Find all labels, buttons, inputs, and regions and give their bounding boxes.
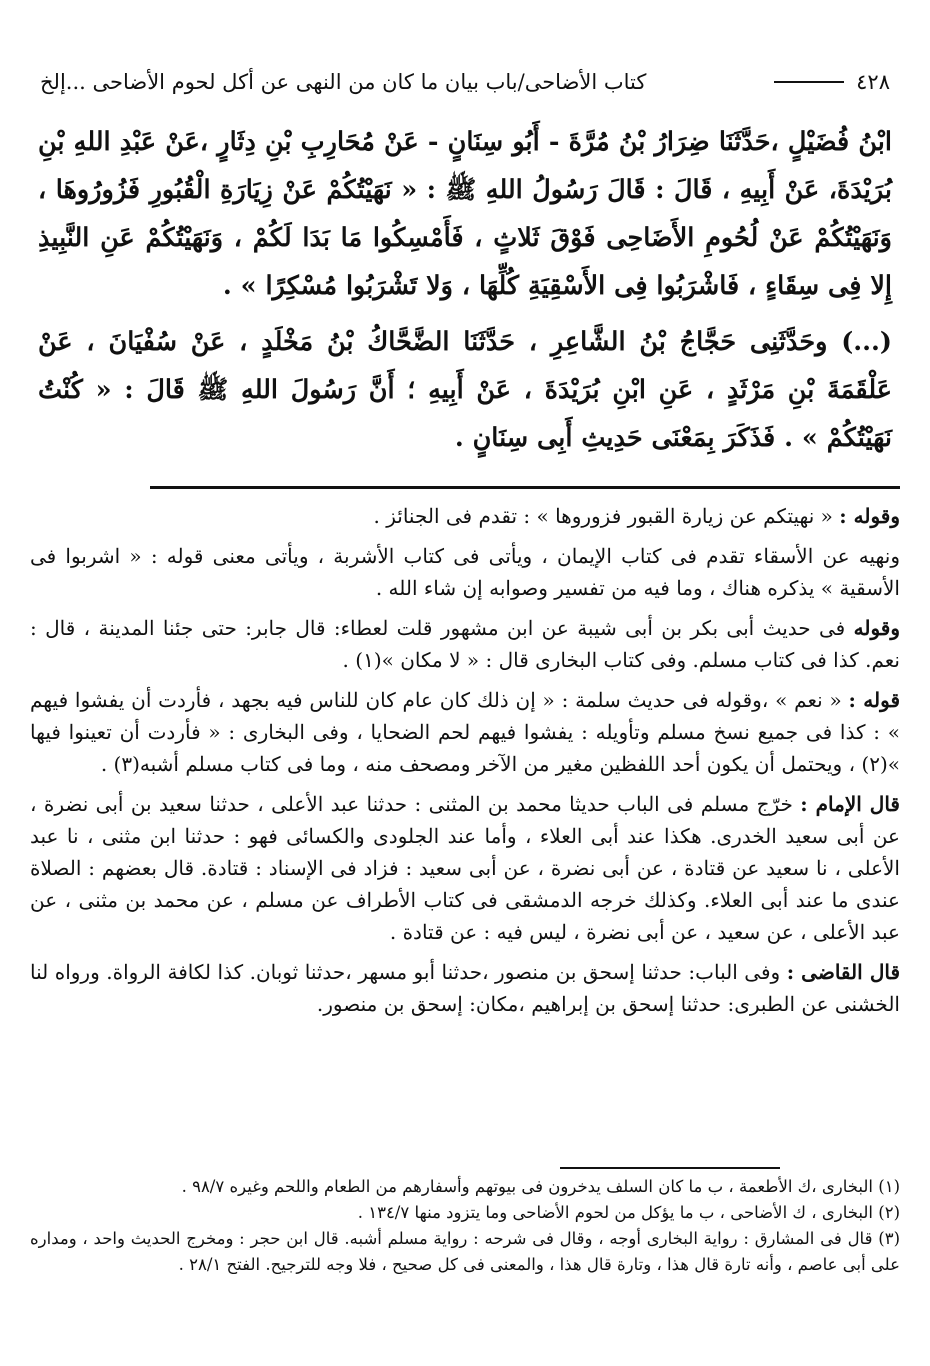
footnote-3: (٣) قال فى المشارق : رواية البخارى أوجه ، وقال فى شرحه : رواية مسلم أشبه. قال ابن حجر : ومخرج الحديث واحد ، ومداره على أبى عاصم ، وأنه تارة قال هذا ، وتارة قال هذا ، والمعنى فى كل صحيح ، فلا وجه للترجيح. الفتح ٢٨/١ . <box>30 1229 900 1274</box>
footnote-rule <box>560 1167 780 1169</box>
commentary-text: « نعم » ،وقوله فى حديث سلمة : « إن ذلك كان عام كان للناس فيه بجهد ، فأردت أن يفشوا فيهم » : كذا فى جميع نسخ مسلم وتأويله : يفشوا فيهم لحم الضحايا ، وفى البخارى : « فأردت أن تعينوا فيها »(٢) ، ويحتمل أن يكون أحد اللفظين مغير من الآخر ومصحف منه ، وما فى كتاب مسلم أشبه(٣) . <box>30 688 900 776</box>
section-divider <box>150 486 900 489</box>
commentary-paragraph <box>30 684 900 780</box>
hadith-paragraph-2: (...) وحَدَّثَنِى حَجَّاجُ بْنُ الشَّاعِرِ ، حَدَّثَنَا الضَّحَّاكُ بْنُ مَخْلَدٍ ، عَنْ سُفْيَانَ ، عَنْ عَلْقَمَةَ بْنِ مَرْثَدٍ ، عَنِ ابْنِ بُرَيْدَةَ ، عَنْ أَبِيهِ ؛ أَنَّ رَسُولَ اللهِ ﷺ قَالَ : « كُنْتُ نَهَيْتُكُمْ » . فَذَكَرَ بِمَعْنَى حَدِيثِ أَبِى سِنَانٍ . <box>38 327 892 453</box>
commentary-text: « نهيتكم عن زيارة القبور فزوروها » : تقدم فى الجنائز . <box>373 504 833 528</box>
commentary-lead: وقوله : <box>839 504 900 528</box>
commentary-paragraph <box>30 500 900 532</box>
header-rule <box>774 81 844 83</box>
commentary-text: ونهيه عن الأسقاء تقدم فى كتاب الإيمان ، ويأتى فى كتاب الأشربة ، ويأتى معنى قوله : « اشربوا فى الأسقية » يذكره هناك ، وما فيه من تفسير وصوابه إن شاء الله . <box>30 544 900 600</box>
page-header <box>40 62 890 102</box>
commentary <box>30 500 900 1028</box>
commentary-lead: قوله : <box>848 688 901 712</box>
hadith-text <box>38 118 892 462</box>
commentary-text: وفى الباب: حدثنا إسحق بن منصور ،حدثنا أبو مسهر ،حدثنا ثوبان. كذا لكافة الرواة. ورواه لنا الخشنى عن الطبرى: حدثنا إسحق بن إبراهيم ،مكان: إسحق بن منصور. <box>30 960 900 1016</box>
commentary-text: خرّج مسلم فى الباب حديثا محمد بن المثنى : حدثنا عبد الأعلى ، حدثنا سعيد بن أبى نضرة ، عن أبى سعيد الخدرى. هكذا عند أبى العلاء ، وأما عند الجلودى والكسائى فهو : حدثنا ابن مثنى ، نا عبد الأعلى ، نا سعيد عن قتادة ، عن أبى نضرة ، عن أبى سعيد : فزاد فى الإسناد : قتادة. قال بعضهم : الصلاة عندى ما عند أبى العلاء. وكذلك خرجه الدمشقى فى كتاب الأطراف عن مسلم ، عن محمد بن مثنى ، عن عبد الأعلى ، عن سعيد ، عن أبى نضرة ، ليس فيه : عن قتادة . <box>30 792 900 944</box>
footnote-2: (٢) البخارى ، ك الأضاحى ، ب ما يؤكل من لحوم الأضاحى وما يتزود منها ١٣٤/٧ . <box>357 1203 900 1222</box>
page-number: ٤٢٨ <box>856 70 890 94</box>
commentary-paragraph <box>30 788 900 948</box>
commentary-paragraph <box>30 540 900 604</box>
commentary-lead: قال الإمام : <box>800 792 900 816</box>
footnote-1: (١) البخارى ،ك الأطعمة ، ب ما كان السلف يدخرون فى بيوتهم وأسفارهم من الطعام واللحم وغيره ٩٨/٧ . <box>181 1177 900 1196</box>
running-title: كتاب الأضاحى/باب بيان ما كان من النهى عن أكل لحوم الأضاحى ...إلخ <box>40 70 647 94</box>
footnotes <box>30 1174 900 1278</box>
commentary-lead: وقوله <box>853 616 900 640</box>
commentary-paragraph <box>30 956 900 1020</box>
commentary-text: فى حديث أبى بكر بن أبى شيبة عن ابن مشهور قلت لعطاء: قال جابر: حتى جئنا المدينة ، قال : نعم. كذا فى كتاب مسلم. وفى كتاب البخارى قال : « لا مكان »(١) . <box>30 616 900 672</box>
header-right <box>768 70 890 94</box>
commentary-paragraph <box>30 612 900 676</box>
commentary-lead: قال القاضى : <box>786 960 900 984</box>
hadith-paragraph-1: ابْنُ فُضَيْلٍ ،حَدَّثَنَا ضِرَارُ بْنُ مُرَّةَ - أَبُو سِنَانٍ - عَنْ مُحَارِبِ بْنِ دِثَارٍ ،عَنْ عَبْدِ اللهِ بْنِ بُرَيْدَةَ، عَنْ أَبِيهِ ، قَالَ : قَالَ رَسُولُ اللهِ ﷺ : « نَهَيْتُكُمْ عَنْ زِيَارَةِ الْقُبُورِ فَزُورُوهَا ، وَنَهَيْتُكُمْ عَنْ لُحُومِ الأَضَاحِى فَوْقَ ثَلاثٍ ، فَأَمْسِكُوا مَا بَدَا لَكُمْ ، وَنَهَيْتُكُمْ عَنِ النَّبِيذِ إِلا فِى سِقَاءٍ ، فَاشْرَبُوا فِى الأَسْقِيَةِ كُلِّهَا ، وَلا تَشْرَبُوا مُسْكِرًا » . <box>38 127 892 301</box>
